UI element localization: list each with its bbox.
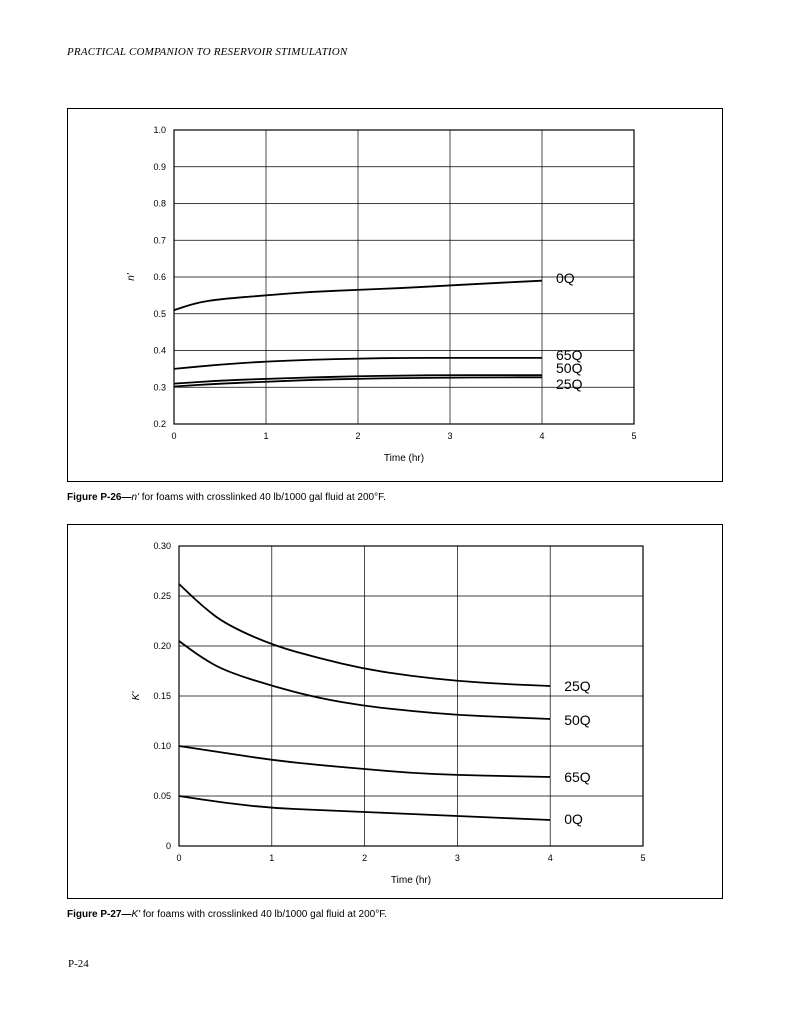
x-tick-label: 0 (176, 853, 182, 863)
y-tick-label: 0.4 (153, 345, 166, 356)
series-label-25q: 25Q (556, 376, 583, 392)
series-label-65q: 65Q (564, 769, 591, 785)
x-tick-label: 0 (171, 431, 177, 441)
running-head: PRACTICAL COMPANION TO RESERVOIR STIMULATION (67, 46, 348, 58)
x-tick-label: 3 (454, 853, 460, 863)
y-tick-label: 0.5 (153, 308, 166, 319)
y-axis-label: K' (131, 691, 142, 701)
x-tick-label: 4 (547, 853, 553, 863)
y-tick-label: 1.0 (153, 125, 166, 135)
x-tick-label: 5 (640, 853, 646, 863)
x-tick-label: 2 (362, 853, 368, 863)
series-label-0q: 0Q (564, 811, 583, 827)
page-number: P-24 (68, 958, 89, 970)
y-tick-label: 0.15 (153, 691, 171, 701)
series-label-50q: 50Q (564, 712, 591, 728)
y-tick-label: 0.6 (153, 272, 166, 282)
y-tick-label: 0.10 (153, 741, 171, 751)
series-label-65q: 65Q (556, 347, 583, 363)
x-tick-label: 5 (631, 431, 637, 441)
figure-p27-caption (67, 909, 387, 920)
figure-p27-caption-label: Figure P-27— (67, 909, 132, 920)
y-tick-label: 0.3 (153, 382, 166, 393)
figure-p27-caption-text: for foams with crosslinked 40 lb/1000 gal fluid at 200°F. (140, 909, 387, 920)
y-axis-label: n' (126, 273, 137, 281)
x-tick-label: 1 (269, 853, 275, 863)
x-tick-label: 4 (539, 431, 545, 441)
x-tick-label: 3 (447, 431, 453, 441)
y-tick-label: 0 (165, 841, 171, 851)
y-tick-label: 0.20 (153, 641, 171, 651)
y-tick-label: 0.2 (153, 419, 166, 429)
series-label-0q: 0Q (556, 270, 575, 286)
y-tick-label: 0.05 (153, 791, 171, 801)
y-tick-label: 0.25 (153, 591, 171, 601)
figure-p26-caption-symbol: n' (131, 492, 139, 503)
figure-p27-caption-symbol: K' (131, 909, 141, 920)
x-tick-label: 1 (263, 431, 269, 441)
figure-p26-caption-text: for foams with crosslinked 40 lb/1000 gal fluid at 200°F. (138, 492, 386, 503)
x-tick-label: 2 (355, 431, 361, 441)
x-axis-label: Time (hr) (390, 875, 432, 886)
figure-p26-caption-label: Figure P-26— (67, 492, 132, 503)
series-label-25q: 25Q (564, 678, 591, 694)
y-tick-label: 0.8 (153, 198, 166, 209)
y-tick-label: 0.30 (153, 541, 171, 551)
x-axis-label: Time (hr) (383, 453, 425, 464)
y-tick-label: 0.7 (153, 235, 166, 246)
y-tick-label: 0.9 (153, 161, 166, 172)
series-label-50q: 50Q (556, 360, 583, 376)
